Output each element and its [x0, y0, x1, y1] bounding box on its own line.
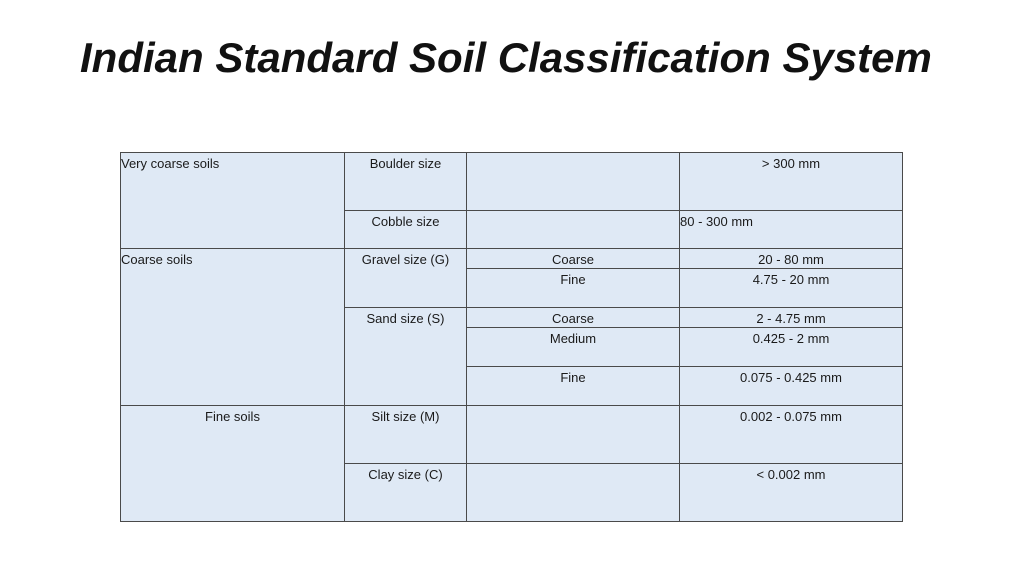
sub-cell-empty	[467, 464, 680, 522]
range-cell-boulder: > 300 mm	[680, 153, 903, 211]
range-cell-gravel-coarse: 20 - 80 mm	[680, 249, 903, 269]
table-row	[121, 153, 903, 211]
table-row	[121, 249, 903, 269]
size-cell-gravel: Gravel size (G)	[345, 249, 467, 308]
size-cell-cobble: Cobble size	[345, 211, 467, 249]
sub-cell-sand-coarse: Coarse	[467, 308, 680, 328]
range-cell-clay: < 0.002 mm	[680, 464, 903, 522]
sub-cell-empty	[467, 153, 680, 211]
group-cell-very-coarse: Very coarse soils	[121, 153, 345, 249]
group-cell-fine: Fine soils	[121, 406, 345, 522]
sub-cell-empty	[467, 406, 680, 464]
size-cell-clay: Clay size (C)	[345, 464, 467, 522]
size-cell-sand: Sand size (S)	[345, 308, 467, 406]
range-cell-silt: 0.002 - 0.075 mm	[680, 406, 903, 464]
size-cell-silt: Silt size (M)	[345, 406, 467, 464]
sub-cell-empty	[467, 211, 680, 249]
table-row	[121, 406, 903, 464]
sub-cell-sand-fine: Fine	[467, 367, 680, 406]
range-cell-gravel-fine: 4.75 - 20 mm	[680, 269, 903, 308]
slide-title: Indian Standard Soil Classification System	[80, 34, 932, 81]
sub-cell-sand-medium: Medium	[467, 328, 680, 367]
range-cell-sand-coarse: 2 - 4.75 mm	[680, 308, 903, 328]
soil-classification-table	[120, 152, 903, 522]
sub-cell-gravel-fine: Fine	[467, 269, 680, 308]
size-cell-boulder: Boulder size	[345, 153, 467, 211]
range-cell-sand-medium: 0.425 - 2 mm	[680, 328, 903, 367]
range-cell-sand-fine: 0.075 - 0.425 mm	[680, 367, 903, 406]
group-cell-coarse: Coarse soils	[121, 249, 345, 406]
range-cell-cobble: 80 - 300 mm	[680, 211, 903, 249]
sub-cell-gravel-coarse: Coarse	[467, 249, 680, 269]
